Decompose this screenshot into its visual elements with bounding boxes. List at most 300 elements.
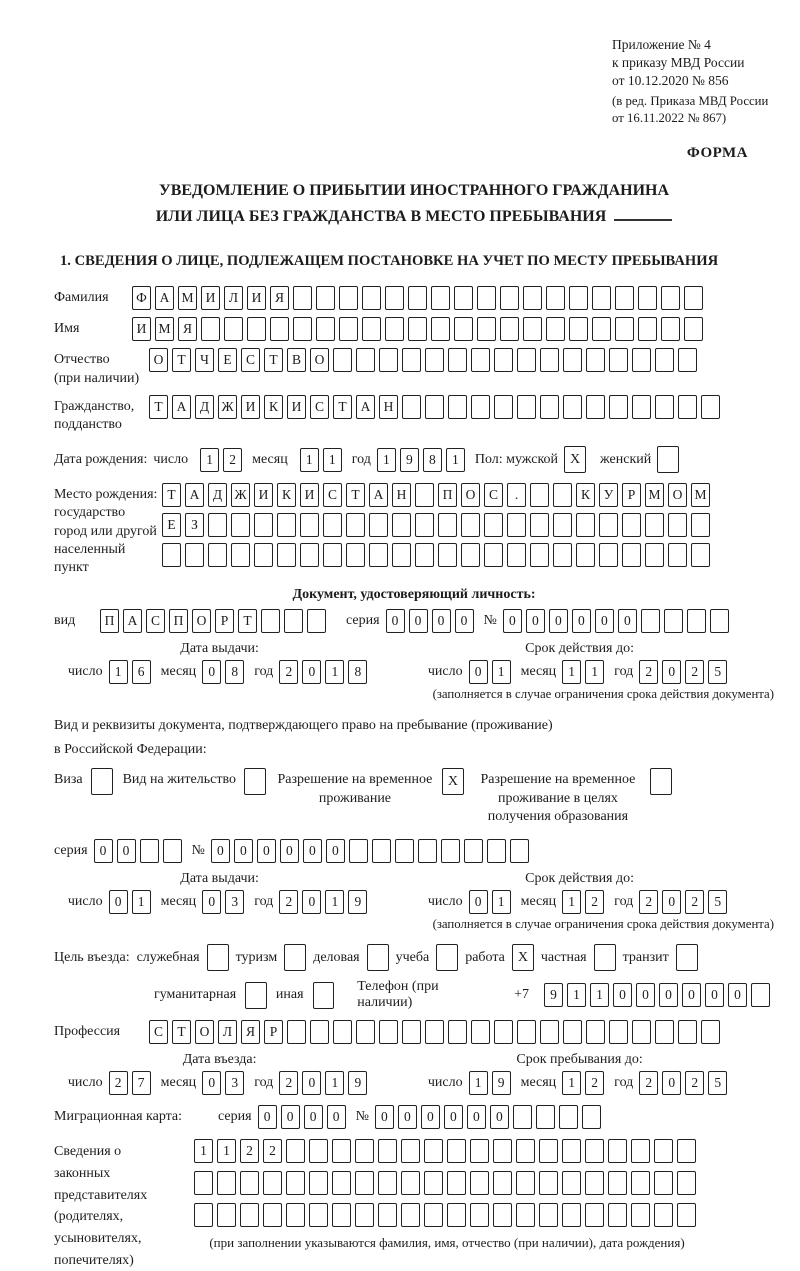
char-box[interactable] [691, 543, 710, 567]
purpose-transit-checkbox[interactable] [676, 944, 698, 971]
char-box[interactable] [372, 839, 391, 863]
char-box[interactable]: 0 [326, 839, 345, 863]
char-box[interactable]: Т [333, 395, 352, 419]
char-box[interactable] [655, 395, 674, 419]
char-box[interactable]: 0 [257, 839, 276, 863]
stay-year-boxes[interactable] [639, 1071, 731, 1095]
char-box[interactable] [615, 317, 634, 341]
char-box[interactable]: 0 [304, 1105, 323, 1129]
char-box[interactable] [287, 1020, 306, 1044]
char-box[interactable] [664, 609, 683, 633]
guardians-row3-boxes[interactable] [194, 1203, 700, 1227]
char-box[interactable] [609, 1020, 628, 1044]
char-box[interactable] [677, 1171, 696, 1195]
char-box[interactable] [608, 1171, 627, 1195]
char-box[interactable]: 1 [109, 660, 128, 684]
char-box[interactable] [632, 395, 651, 419]
char-box[interactable] [523, 317, 542, 341]
char-box[interactable]: 5 [708, 890, 727, 914]
char-box[interactable]: И [287, 395, 306, 419]
char-box[interactable] [240, 1203, 259, 1227]
char-box[interactable] [392, 513, 411, 537]
char-box[interactable]: П [169, 609, 188, 633]
char-box[interactable]: 0 [662, 890, 681, 914]
char-box[interactable] [415, 483, 434, 507]
char-box[interactable] [263, 1171, 282, 1195]
char-box[interactable] [586, 395, 605, 419]
char-box[interactable] [494, 1020, 513, 1044]
char-box[interactable] [332, 1203, 351, 1227]
char-box[interactable]: 1 [217, 1139, 236, 1163]
char-box[interactable]: 0 [202, 660, 221, 684]
char-box[interactable]: 0 [302, 660, 321, 684]
permit-issue-year-boxes[interactable] [279, 890, 371, 914]
char-box[interactable]: Т [264, 348, 283, 372]
char-box[interactable]: К [264, 395, 283, 419]
char-box[interactable]: О [310, 348, 329, 372]
char-box[interactable] [277, 543, 296, 567]
char-box[interactable] [464, 839, 483, 863]
char-box[interactable] [654, 1171, 673, 1195]
char-box[interactable] [362, 317, 381, 341]
char-box[interactable]: И [300, 483, 319, 507]
char-box[interactable] [631, 1171, 650, 1195]
char-box[interactable]: Р [264, 1020, 283, 1044]
char-box[interactable] [254, 543, 273, 567]
char-box[interactable] [470, 1171, 489, 1195]
char-box[interactable]: Ч [195, 348, 214, 372]
char-box[interactable]: 1 [562, 1071, 581, 1095]
char-box[interactable] [632, 1020, 651, 1044]
char-box[interactable] [263, 1203, 282, 1227]
patronymic-boxes[interactable] [149, 348, 701, 372]
char-box[interactable] [507, 543, 526, 567]
char-box[interactable]: Т [346, 483, 365, 507]
char-box[interactable] [645, 513, 664, 537]
char-box[interactable] [540, 1020, 559, 1044]
char-box[interactable]: 0 [432, 609, 451, 633]
char-box[interactable] [540, 348, 559, 372]
char-box[interactable] [661, 286, 680, 310]
char-box[interactable] [316, 317, 335, 341]
char-box[interactable] [608, 1139, 627, 1163]
char-box[interactable] [323, 543, 342, 567]
char-box[interactable]: 9 [348, 1071, 367, 1095]
char-box[interactable]: 1 [562, 660, 581, 684]
char-box[interactable] [163, 839, 182, 863]
char-box[interactable] [402, 1020, 421, 1044]
char-box[interactable] [645, 543, 664, 567]
char-box[interactable] [553, 543, 572, 567]
char-box[interactable]: А [123, 609, 142, 633]
char-box[interactable] [546, 317, 565, 341]
char-box[interactable] [286, 1171, 305, 1195]
char-box[interactable] [609, 348, 628, 372]
char-box[interactable] [638, 317, 657, 341]
char-box[interactable]: Т [149, 395, 168, 419]
phone-boxes[interactable] [544, 983, 774, 1007]
char-box[interactable]: С [323, 483, 342, 507]
char-box[interactable]: 2 [639, 660, 658, 684]
char-box[interactable]: В [287, 348, 306, 372]
char-box[interactable] [309, 1139, 328, 1163]
purpose-work-checkbox[interactable]: X [512, 944, 534, 971]
char-box[interactable] [562, 1171, 581, 1195]
birthplace-row3-boxes[interactable] [162, 543, 714, 567]
char-box[interactable]: 2 [685, 1071, 704, 1095]
char-box[interactable] [240, 1171, 259, 1195]
char-box[interactable] [332, 1171, 351, 1195]
char-box[interactable] [424, 1171, 443, 1195]
char-box[interactable]: 0 [503, 609, 522, 633]
char-box[interactable]: А [155, 286, 174, 310]
char-box[interactable] [424, 1139, 443, 1163]
char-box[interactable] [493, 1171, 512, 1195]
char-box[interactable]: 5 [708, 660, 727, 684]
char-box[interactable] [300, 513, 319, 537]
char-box[interactable]: 0 [572, 609, 591, 633]
char-box[interactable]: 1 [446, 448, 465, 472]
char-box[interactable] [585, 1203, 604, 1227]
permit-number-boxes[interactable] [211, 839, 533, 863]
char-box[interactable] [231, 513, 250, 537]
char-box[interactable] [293, 286, 312, 310]
char-box[interactable]: Т [162, 483, 181, 507]
char-box[interactable]: Я [178, 317, 197, 341]
char-box[interactable] [513, 1105, 532, 1129]
char-box[interactable] [425, 1020, 444, 1044]
char-box[interactable] [231, 543, 250, 567]
char-box[interactable] [655, 1020, 674, 1044]
char-box[interactable]: 0 [302, 890, 321, 914]
char-box[interactable]: 0 [303, 839, 322, 863]
purpose-official-checkbox[interactable] [207, 944, 229, 971]
char-box[interactable]: 0 [526, 609, 545, 633]
char-box[interactable] [500, 317, 519, 341]
char-box[interactable]: 1 [590, 983, 609, 1007]
char-box[interactable]: 8 [348, 660, 367, 684]
char-box[interactable]: 1 [325, 1071, 344, 1095]
char-box[interactable]: 1 [200, 448, 219, 472]
char-box[interactable]: З [185, 513, 204, 537]
char-box[interactable]: 7 [132, 1071, 151, 1095]
char-box[interactable]: 0 [281, 1105, 300, 1129]
char-box[interactable]: 2 [639, 1071, 658, 1095]
birthplace-row2-boxes[interactable] [162, 513, 714, 537]
char-box[interactable] [500, 286, 519, 310]
char-box[interactable] [402, 395, 421, 419]
char-box[interactable] [641, 609, 660, 633]
char-box[interactable] [431, 286, 450, 310]
char-box[interactable]: О [461, 483, 480, 507]
char-box[interactable]: К [576, 483, 595, 507]
char-box[interactable]: 2 [240, 1139, 259, 1163]
char-box[interactable]: Л [224, 286, 243, 310]
char-box[interactable] [415, 513, 434, 537]
char-box[interactable]: Е [218, 348, 237, 372]
char-box[interactable] [615, 286, 634, 310]
char-box[interactable]: 0 [728, 983, 747, 1007]
char-box[interactable] [540, 395, 559, 419]
char-box[interactable] [447, 1139, 466, 1163]
char-box[interactable] [576, 543, 595, 567]
char-box[interactable]: 0 [211, 839, 230, 863]
surname-boxes[interactable] [132, 286, 707, 310]
char-box[interactable] [140, 839, 159, 863]
char-box[interactable] [632, 348, 651, 372]
char-box[interactable] [517, 395, 536, 419]
char-box[interactable] [585, 1139, 604, 1163]
char-box[interactable] [678, 395, 697, 419]
permit-seriya-boxes[interactable] [94, 839, 186, 863]
char-box[interactable]: 0 [549, 609, 568, 633]
char-box[interactable]: 8 [225, 660, 244, 684]
char-box[interactable] [247, 317, 266, 341]
char-box[interactable]: 2 [223, 448, 242, 472]
char-box[interactable]: 0 [618, 609, 637, 633]
char-box[interactable] [379, 1020, 398, 1044]
char-box[interactable] [517, 1020, 536, 1044]
char-box[interactable] [609, 395, 628, 419]
char-box[interactable]: 1 [300, 448, 319, 472]
char-box[interactable]: 0 [659, 983, 678, 1007]
char-box[interactable] [701, 1020, 720, 1044]
char-box[interactable] [470, 1139, 489, 1163]
permit-expiry-year-boxes[interactable] [639, 890, 731, 914]
char-box[interactable] [333, 348, 352, 372]
purpose-study-checkbox[interactable] [436, 944, 458, 971]
char-box[interactable]: 3 [225, 1071, 244, 1095]
char-box[interactable] [599, 513, 618, 537]
char-box[interactable] [208, 513, 227, 537]
char-box[interactable]: 2 [279, 660, 298, 684]
char-box[interactable] [447, 1171, 466, 1195]
char-box[interactable]: 1 [323, 448, 342, 472]
char-box[interactable] [586, 348, 605, 372]
char-box[interactable]: 1 [492, 660, 511, 684]
char-box[interactable] [553, 483, 572, 507]
migcard-number-boxes[interactable] [375, 1105, 605, 1129]
iddoc-number-boxes[interactable] [503, 609, 733, 633]
stay-month-boxes[interactable] [562, 1071, 608, 1095]
char-box[interactable]: 0 [705, 983, 724, 1007]
migcard-seriya-boxes[interactable] [258, 1105, 350, 1129]
char-box[interactable]: Ж [231, 483, 250, 507]
char-box[interactable]: Ж [218, 395, 237, 419]
char-box[interactable] [185, 543, 204, 567]
char-box[interactable] [424, 1203, 443, 1227]
char-box[interactable]: Р [215, 609, 234, 633]
char-box[interactable] [710, 609, 729, 633]
char-box[interactable]: 1 [585, 660, 604, 684]
char-box[interactable] [194, 1203, 213, 1227]
char-box[interactable]: 1 [325, 890, 344, 914]
char-box[interactable] [448, 1020, 467, 1044]
char-box[interactable]: 0 [469, 660, 488, 684]
char-box[interactable] [425, 395, 444, 419]
char-box[interactable]: 2 [585, 890, 604, 914]
char-box[interactable]: 0 [280, 839, 299, 863]
char-box[interactable] [668, 543, 687, 567]
entry-year-boxes[interactable] [279, 1071, 371, 1095]
char-box[interactable] [582, 1105, 601, 1129]
iddoc-expiry-month-boxes[interactable] [562, 660, 608, 684]
char-box[interactable] [563, 348, 582, 372]
char-box[interactable]: 0 [202, 1071, 221, 1095]
char-box[interactable] [563, 395, 582, 419]
char-box[interactable] [471, 395, 490, 419]
char-box[interactable] [224, 317, 243, 341]
entry-day-boxes[interactable] [109, 1071, 155, 1095]
iddoc-expiry-year-boxes[interactable] [639, 660, 731, 684]
char-box[interactable] [592, 317, 611, 341]
char-box[interactable]: Д [195, 395, 214, 419]
char-box[interactable] [448, 348, 467, 372]
char-box[interactable] [277, 513, 296, 537]
char-box[interactable] [668, 513, 687, 537]
char-box[interactable] [441, 839, 460, 863]
char-box[interactable]: И [241, 395, 260, 419]
stay-day-boxes[interactable] [469, 1071, 515, 1095]
char-box[interactable]: 1 [562, 890, 581, 914]
char-box[interactable] [392, 543, 411, 567]
char-box[interactable] [194, 1171, 213, 1195]
iddoc-expiry-day-boxes[interactable] [469, 660, 515, 684]
char-box[interactable]: Я [270, 286, 289, 310]
temp-residence-checkbox[interactable]: X [442, 768, 464, 795]
char-box[interactable] [401, 1203, 420, 1227]
char-box[interactable] [356, 348, 375, 372]
sex-male-checkbox[interactable]: X [564, 446, 586, 473]
char-box[interactable]: А [356, 395, 375, 419]
char-box[interactable] [385, 286, 404, 310]
char-box[interactable] [369, 513, 388, 537]
char-box[interactable] [332, 1139, 351, 1163]
char-box[interactable]: Л [218, 1020, 237, 1044]
char-box[interactable] [333, 1020, 352, 1044]
char-box[interactable] [562, 1139, 581, 1163]
char-box[interactable] [448, 395, 467, 419]
char-box[interactable] [471, 348, 490, 372]
char-box[interactable]: Е [162, 513, 181, 537]
char-box[interactable] [553, 513, 572, 537]
char-box[interactable] [751, 983, 770, 1007]
char-box[interactable]: А [172, 395, 191, 419]
char-box[interactable] [562, 1203, 581, 1227]
char-box[interactable]: У [599, 483, 618, 507]
char-box[interactable]: 0 [202, 890, 221, 914]
char-box[interactable] [678, 1020, 697, 1044]
char-box[interactable] [208, 543, 227, 567]
char-box[interactable]: 0 [234, 839, 253, 863]
char-box[interactable] [677, 1203, 696, 1227]
char-box[interactable] [401, 1171, 420, 1195]
char-box[interactable]: А [369, 483, 388, 507]
char-box[interactable] [323, 513, 342, 537]
char-box[interactable]: 1 [132, 890, 151, 914]
guardians-row2-boxes[interactable] [194, 1171, 700, 1195]
char-box[interactable]: Т [172, 1020, 191, 1044]
purpose-tourism-checkbox[interactable] [284, 944, 306, 971]
iddoc-vid-boxes[interactable] [100, 609, 330, 633]
char-box[interactable]: 5 [708, 1071, 727, 1095]
char-box[interactable] [661, 317, 680, 341]
char-box[interactable] [379, 348, 398, 372]
char-box[interactable]: С [149, 1020, 168, 1044]
char-box[interactable] [408, 286, 427, 310]
char-box[interactable]: 2 [263, 1139, 282, 1163]
char-box[interactable] [461, 543, 480, 567]
char-box[interactable]: С [310, 395, 329, 419]
char-box[interactable] [559, 1105, 578, 1129]
char-box[interactable]: 0 [613, 983, 632, 1007]
char-box[interactable]: И [254, 483, 273, 507]
char-box[interactable] [684, 286, 703, 310]
char-box[interactable]: О [149, 348, 168, 372]
char-box[interactable]: Д [208, 483, 227, 507]
char-box[interactable] [356, 1020, 375, 1044]
char-box[interactable] [438, 513, 457, 537]
char-box[interactable] [286, 1203, 305, 1227]
char-box[interactable]: 1 [194, 1139, 213, 1163]
char-box[interactable] [339, 286, 358, 310]
char-box[interactable]: 0 [469, 890, 488, 914]
char-box[interactable] [516, 1139, 535, 1163]
char-box[interactable] [530, 513, 549, 537]
char-box[interactable] [493, 1203, 512, 1227]
char-box[interactable] [201, 317, 220, 341]
birthplace-row1-boxes[interactable] [162, 483, 714, 507]
char-box[interactable] [523, 286, 542, 310]
char-box[interactable] [461, 513, 480, 537]
char-box[interactable] [691, 513, 710, 537]
char-box[interactable] [425, 348, 444, 372]
char-box[interactable]: 9 [348, 890, 367, 914]
char-box[interactable]: 2 [279, 890, 298, 914]
char-box[interactable] [569, 317, 588, 341]
birth-year-boxes[interactable] [377, 448, 469, 472]
char-box[interactable] [599, 543, 618, 567]
char-box[interactable] [316, 286, 335, 310]
char-box[interactable] [286, 1139, 305, 1163]
char-box[interactable]: 0 [109, 890, 128, 914]
char-box[interactable] [563, 1020, 582, 1044]
entry-month-boxes[interactable] [202, 1071, 248, 1095]
char-box[interactable] [346, 513, 365, 537]
iddoc-issue-month-boxes[interactable] [202, 660, 248, 684]
char-box[interactable] [654, 1139, 673, 1163]
char-box[interactable] [431, 317, 450, 341]
char-box[interactable] [655, 348, 674, 372]
char-box[interactable]: 2 [279, 1071, 298, 1095]
iddoc-issue-year-boxes[interactable] [279, 660, 371, 684]
char-box[interactable] [477, 317, 496, 341]
char-box[interactable]: Р [622, 483, 641, 507]
char-box[interactable] [585, 1171, 604, 1195]
char-box[interactable]: О [668, 483, 687, 507]
char-box[interactable]: И [132, 317, 151, 341]
char-box[interactable]: 0 [455, 609, 474, 633]
char-box[interactable]: 2 [639, 890, 658, 914]
char-box[interactable]: 0 [398, 1105, 417, 1129]
char-box[interactable] [622, 543, 641, 567]
char-box[interactable] [362, 286, 381, 310]
profession-boxes[interactable] [149, 1020, 724, 1044]
char-box[interactable] [687, 609, 706, 633]
char-box[interactable]: А [185, 483, 204, 507]
char-box[interactable] [355, 1203, 374, 1227]
char-box[interactable] [369, 543, 388, 567]
